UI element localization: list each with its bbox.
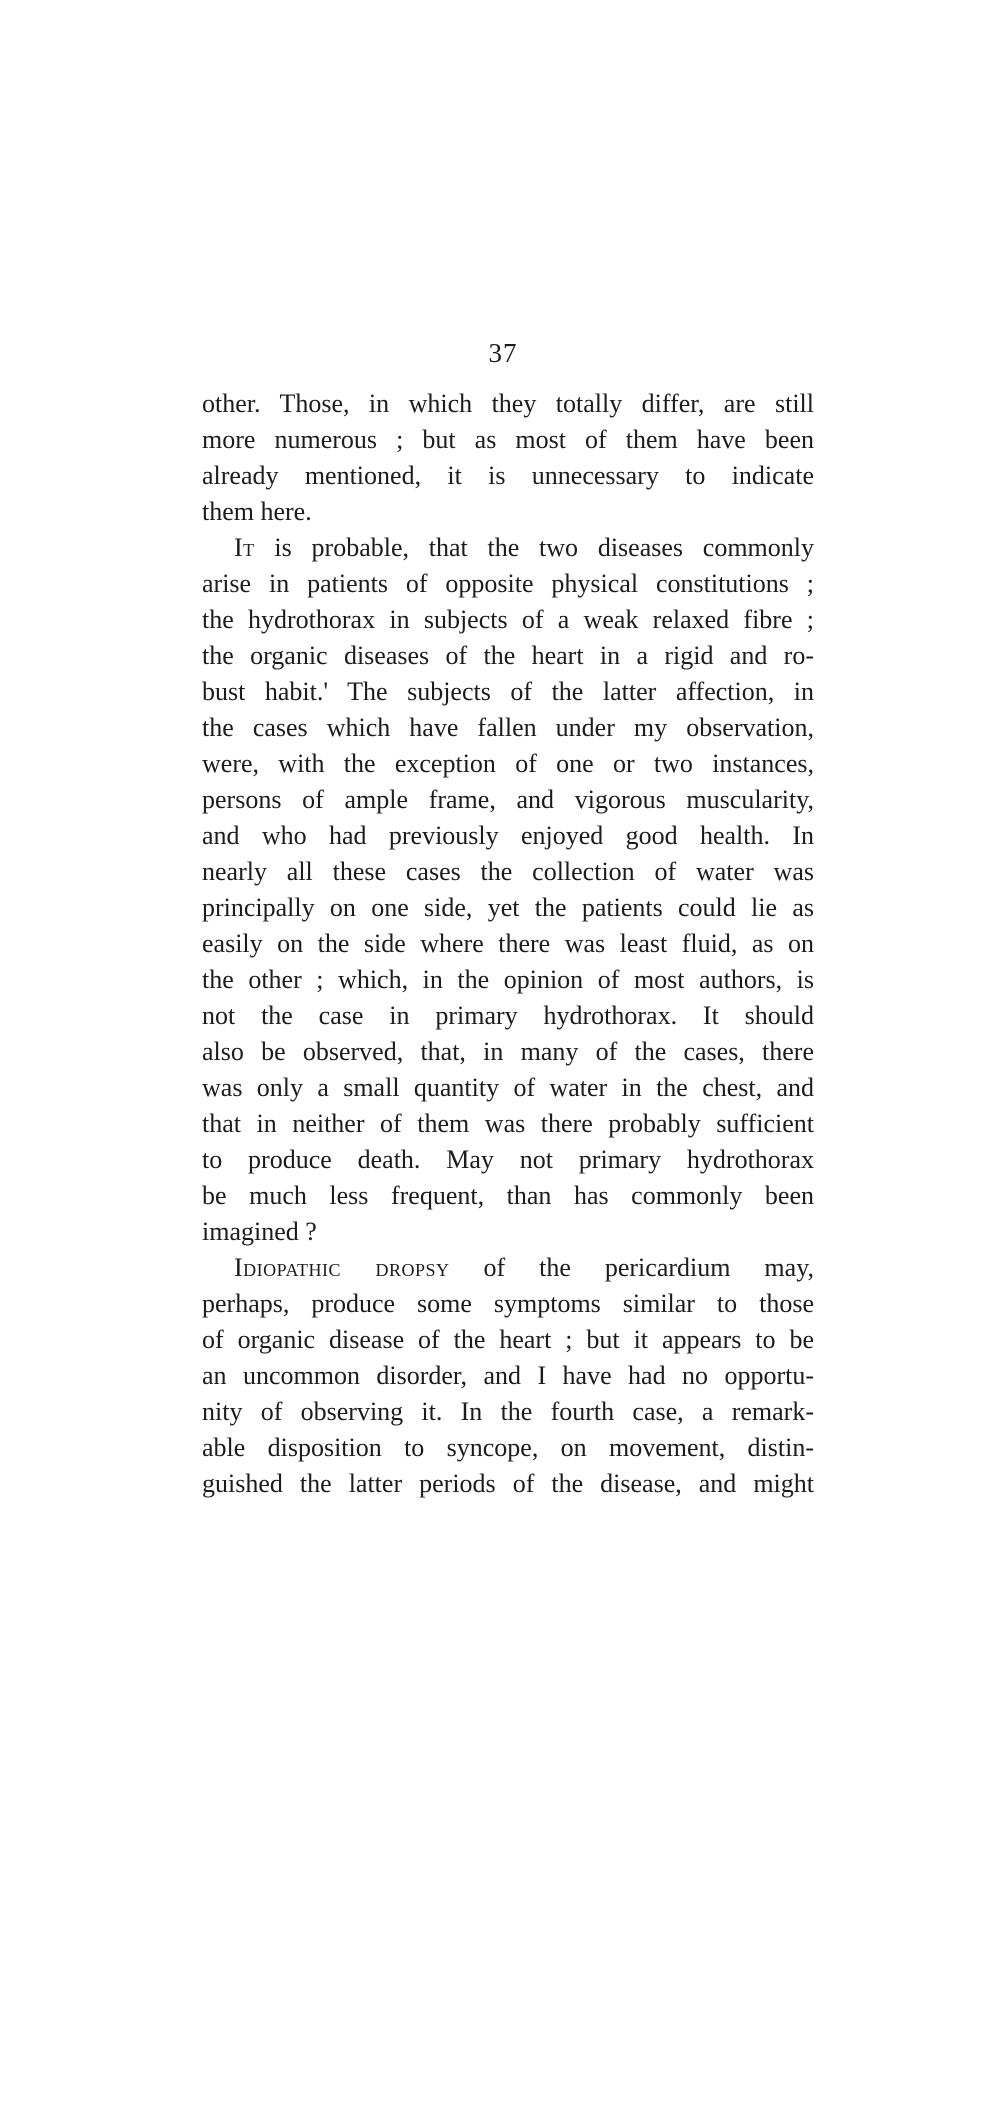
text-line: the organic diseases of the heart in a rigid and ro- [202,641,814,670]
text-line: the hydrothorax in subjects of a weak relaxed fibre ; [202,605,814,634]
text-line [202,1250,814,1286]
text-line: able disposition to syncope, on movement, distin- [202,1433,814,1462]
text-line: other. Those, in which they totally differ, are still [202,389,814,418]
text-line [202,530,814,566]
paragraph-3 [202,1250,814,1502]
text-line: was only a small quantity of water in the chest, and [202,1073,814,1102]
text-line: guished the latter periods of the disease, and might [202,1469,814,1498]
text-line: and who had previously enjoyed good health. In [202,821,814,850]
text-line: an uncommon disorder, and I have had no opportu- [202,1361,814,1390]
paragraph-2 [202,530,814,1250]
text-line: bust habit.' The subjects of the latter affection, in [202,677,814,706]
line-rest: is probable, that the two diseases commonly [254,533,814,562]
text-line: the other ; which, in the opinion of most authors, is [202,965,814,994]
body-text [202,386,814,1502]
text-line: of organic disease of the heart ; but it appears to be [202,1325,814,1354]
text-line: them here. [202,497,312,526]
page-number: 37 [488,338,518,368]
text-line: persons of ample frame, and vigorous muscularity, [202,785,814,814]
text-line: already mentioned, it is unnecessary to indicate [202,461,814,490]
text-line: to produce death. May not primary hydrothorax [202,1145,814,1174]
line-rest: of the pericardium may, [449,1253,815,1282]
text-line: be much less frequent, than has commonly been [202,1181,814,1210]
text-line: not the case in primary hydrothorax. It should [202,1001,814,1030]
text-line: imagined ? [202,1217,317,1246]
text-line: also be observed, that, in many of the cases, there [202,1037,814,1066]
text-line: that in neither of them was there probably sufficient [202,1109,814,1138]
text-line: arise in patients of opposite physical constitutions ; [202,569,814,598]
small-caps-lead: Idiopathic dropsy [234,1253,450,1282]
text-line: the cases which have fallen under my observation, [202,713,814,742]
text-line: nity of observing it. In the fourth case, a remark- [202,1397,814,1426]
paragraph-1 [202,386,814,530]
text-line: easily on the side where there was least fluid, as on [202,929,814,958]
small-caps-lead: It [234,533,255,562]
text-line: perhaps, produce some symptoms similar to those [202,1289,814,1318]
text-line: more numerous ; but as most of them have been [202,425,814,454]
text-line: were, with the exception of one or two instances, [202,749,814,778]
text-line: nearly all these cases the collection of water was [202,857,814,886]
text-line: principally on one side, yet the patients could lie as [202,893,814,922]
